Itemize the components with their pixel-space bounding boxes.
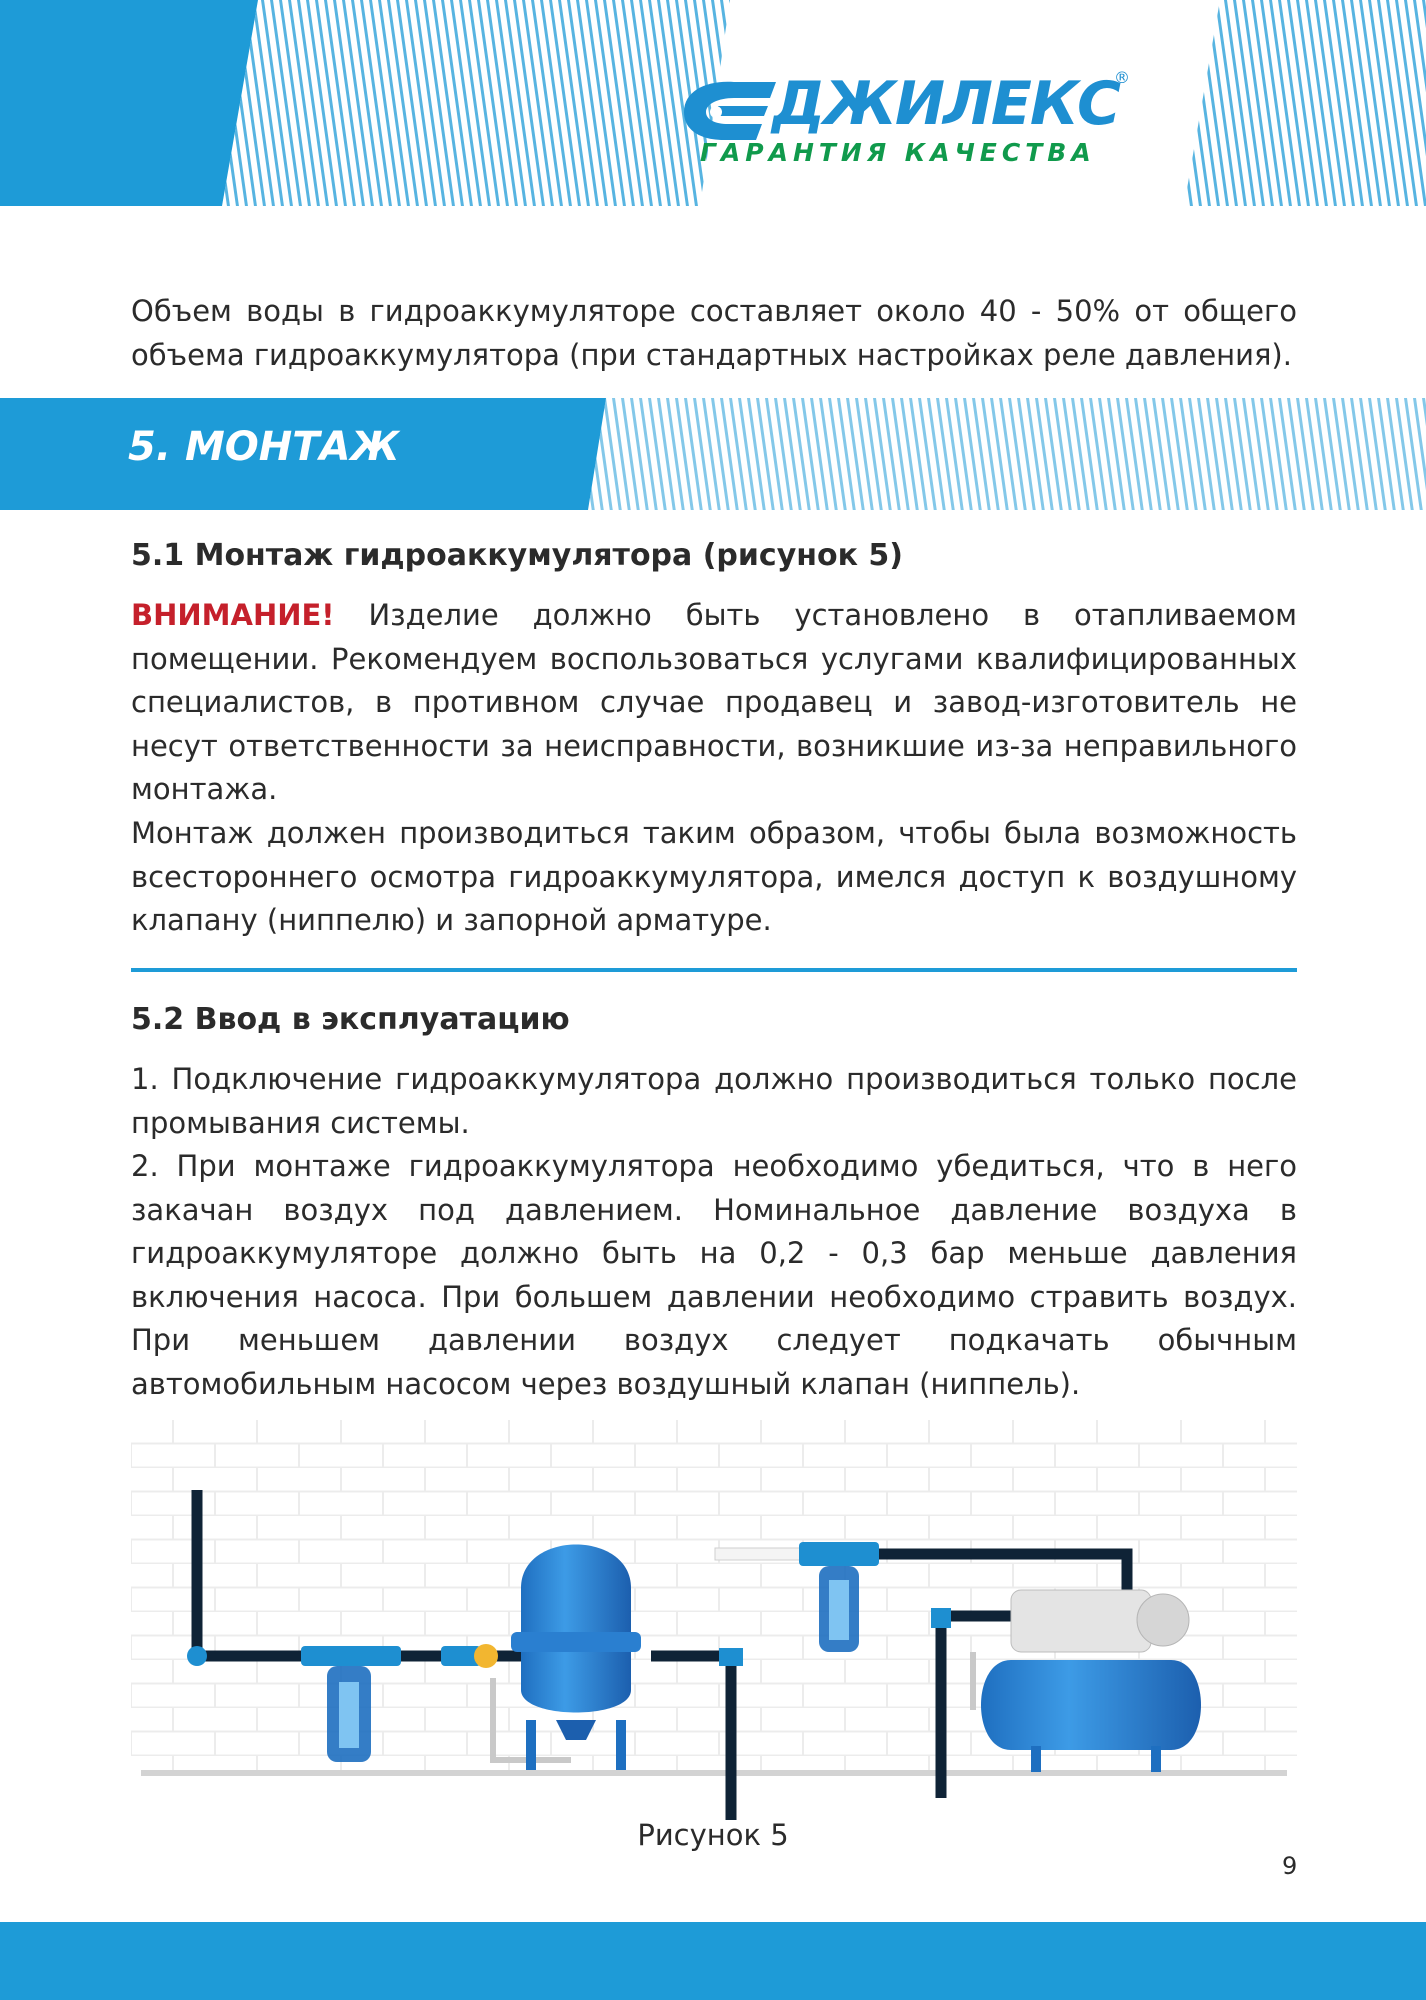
logo-tagline: ГАРАНТИЯ КАЧЕСТВА [700,138,1096,167]
warning-label: ВНИМАНИЕ! [131,598,335,632]
figure-5-diagram [131,1420,1297,1830]
intro-paragraph: Объем воды в гидроаккумуляторе составляет около 40 - 50% от общего объема гидроаккумулятора (при стандартных настройках реле давления). [131,294,1297,372]
section-title: 5. МОНТАЖ [128,424,400,470]
warning-paragraph [131,594,1297,812]
list-item-2: 2. При монтаже гидроаккумулятора необходимо убедиться, что в него закачан воздух под давлением. Номинальное давление воздуха в гидроаккумуляторе должно быть на 0,2 - 0,3 бар меньше давления включения насоса. При большем давлении необходимо стравить воздух. При меньшем давлении воздух следует подкачать обычным автомобильным насосом через воздушный клапан (ниппель). [131,1149,1297,1401]
footer-bar [0,1922,1426,2000]
figure-caption: Рисунок 5 [637,1818,789,1852]
warning-text: Изделие должно быть установлено в отапливаемом помещении. Рекомендуем воспользоваться услугами квалифицированных специалистов, в противном случае продавец и завод-изготовитель не несут ответственности за неисправности, возникшие из-за неправильного монтажа. [131,598,1297,806]
page-number: 9 [1282,1852,1298,1880]
section-divider [131,968,1297,972]
logo-emblem-icon [672,72,782,146]
logo-wordmark: ДЖИЛЕКС [772,69,1119,139]
brand-logo [672,66,1142,170]
subsection-heading-5-1: 5.1 Монтаж гидроаккумулятора (рисунок 5) [131,538,903,573]
subsection-heading-5-2: 5.2 Ввод в эксплуатацию [131,1002,570,1037]
list-item-1: 1. Подключение гидроаккумулятора должно производиться только после промывания системы. [131,1062,1297,1140]
mounting-paragraph: Монтаж должен производиться таким образом, чтобы была возможность всестороннего осмотра гидроаккумулятора, имелся доступ к воздушному клапану (ниппелю) и запорной арматуре. [131,816,1297,937]
registered-mark: ® [1114,68,1130,87]
